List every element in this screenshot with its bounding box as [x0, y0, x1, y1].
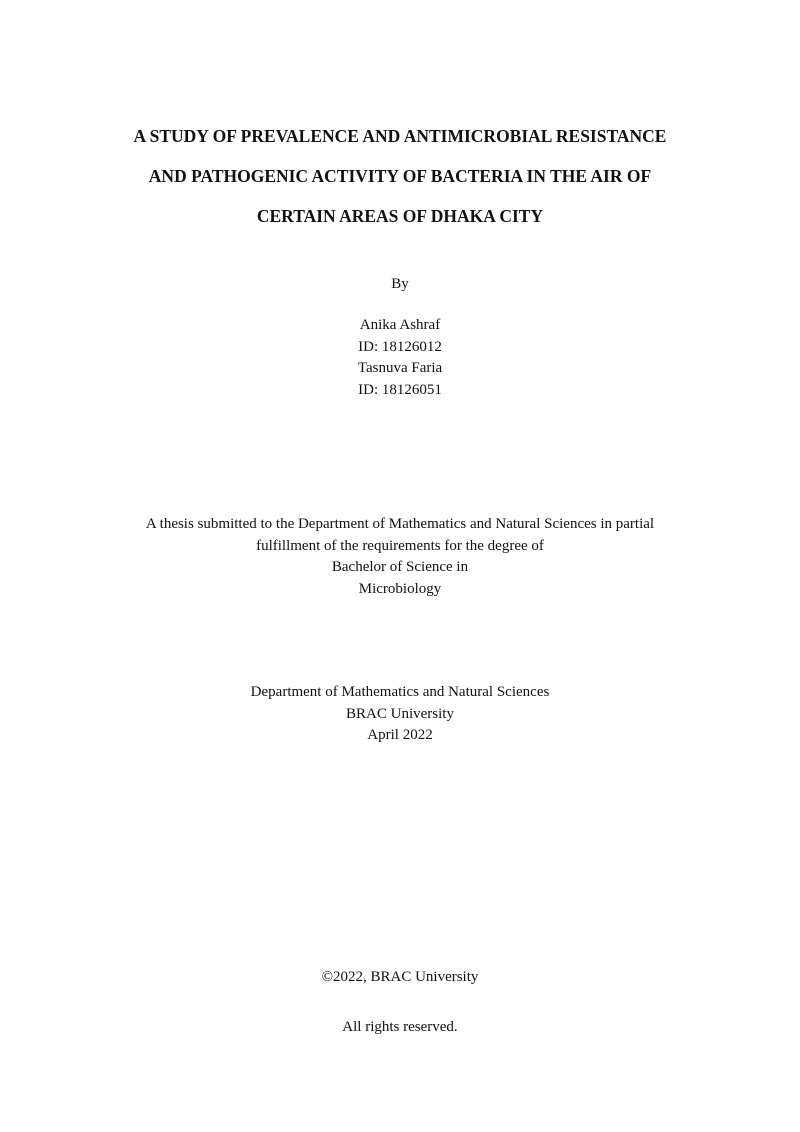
rights-notice: All rights reserved. [342, 1019, 458, 1035]
department-name: Department of Mathematics and Natural Sciences [250, 684, 550, 700]
submission-line-1: A thesis submitted to the Department of Mathematics and Natural Sciences in partial [145, 516, 655, 532]
institution-block [0, 682, 800, 747]
author-id: ID: 18126012 [358, 338, 442, 355]
by-label: By [391, 276, 409, 292]
university-name: BRAC University [346, 705, 454, 722]
title-line-2: AND PATHOGENIC ACTIVITY OF BACTERIA IN THE AIR OF [148, 166, 652, 186]
title-line-1: A STUDY OF PREVALENCE AND ANTIMICROBIAL RESISTANCE [133, 126, 667, 146]
author-name: Anika Ashraf [359, 317, 441, 333]
title-line-3: CERTAIN AREAS OF DHAKA CITY [256, 206, 544, 226]
thesis-title [0, 126, 800, 246]
author-id: ID: 18126051 [358, 381, 442, 398]
author-name: Tasnuva Faria [357, 360, 443, 376]
submission-statement [0, 514, 800, 600]
authors-block [0, 315, 800, 401]
submission-date: April 2022 [367, 727, 433, 743]
submission-line-2: fulfillment of the requirements for the degree of [256, 537, 544, 554]
major-line: Microbiology [358, 580, 442, 597]
degree-line: Bachelor of Science in [331, 559, 469, 575]
copyright-notice: ©2022, BRAC University [321, 969, 479, 985]
